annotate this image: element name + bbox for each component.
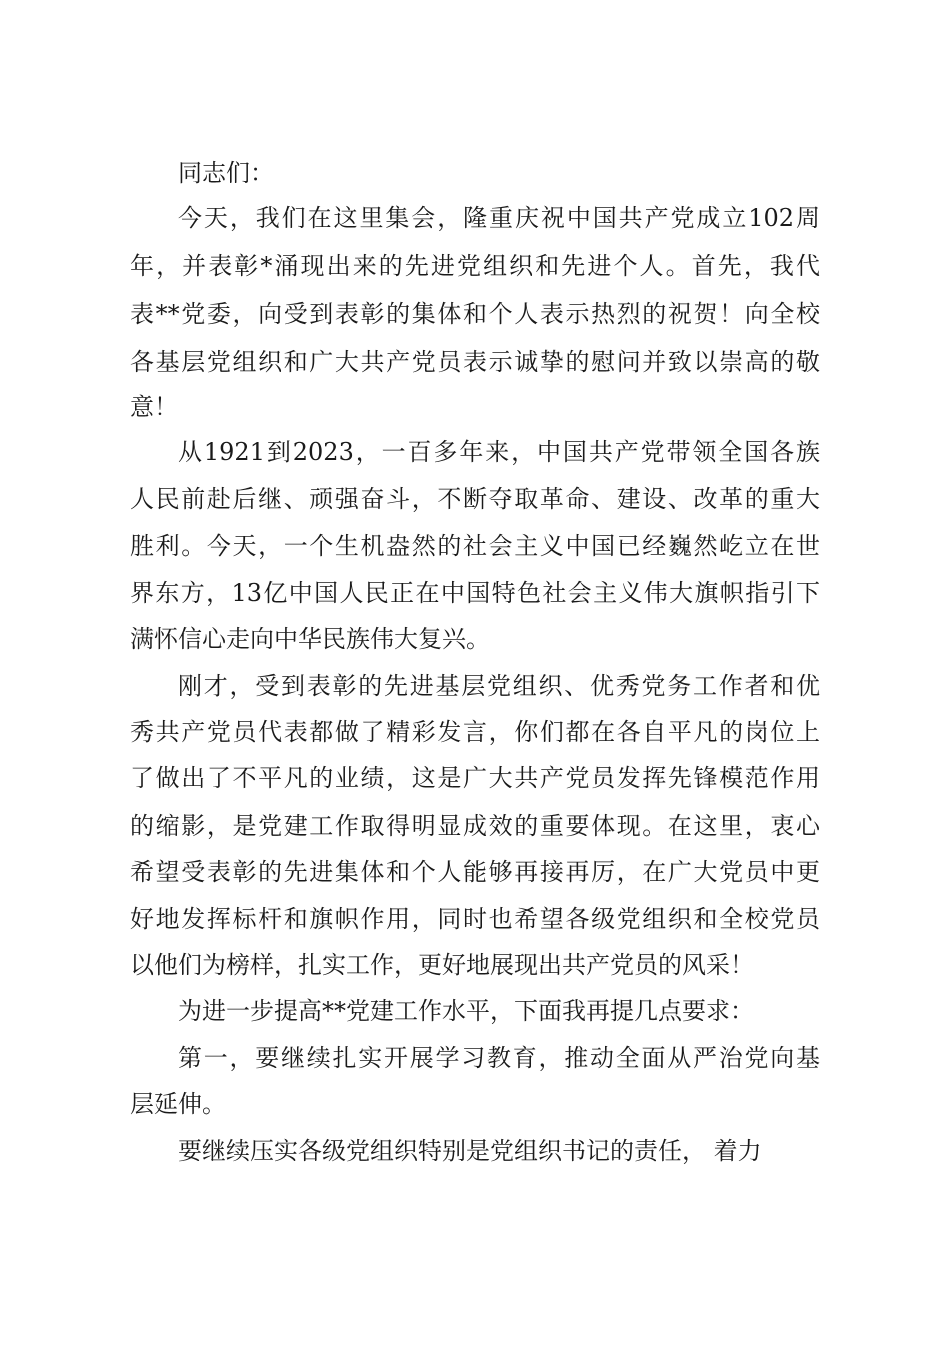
salutation-line: 同志们： (178, 159, 274, 187)
paragraph-1-line-3: 表**党委，向受到表彰的集体和个人表示热烈的祝贺！向全校 (130, 300, 820, 328)
paragraph-3-line-4: 的缩影，是党建工作取得明显成效的重要体现。在这里，衷心 (130, 812, 820, 840)
paragraph-1-line-2: 年，并表彰*涌现出来的先进党组织和先进个人。首先，我代 (130, 252, 820, 280)
paragraph-6-line-1: 要继续压实各级党组织特别是党组织书记的责任， 着力 (178, 1137, 762, 1165)
paragraph-3-line-5: 希望受表彰的先进集体和个人能够再接再厉，在广大党员中更 (130, 858, 820, 886)
paragraph-4-line-1: 为进一步提高**党建工作水平，下面我再提几点要求： (178, 997, 754, 1025)
paragraph-1-line-4: 各基层党组织和广大共产党员表示诚挚的慰问并致以崇高的敬 (130, 348, 820, 376)
paragraph-1-line-5: 意！ (130, 393, 178, 421)
paragraph-2-line-5: 满怀信心走向中华民族伟大复兴。 (130, 625, 490, 653)
paragraph-2-line-3: 胜利。今天，一个生机盎然的社会主义中国已经巍然屹立在世 (130, 532, 820, 560)
paragraph-3-line-2: 秀共产党员代表都做了精彩发言，你们都在各自平凡的岗位上 (130, 718, 820, 746)
paragraph-2-line-2: 人民前赴后继、顽强奋斗，不断夺取革命、建设、改革的重大 (130, 485, 820, 513)
paragraph-3-line-7: 以他们为榜样，扎实工作，更好地展现出共产党员的风采！ (130, 951, 754, 979)
paragraph-1-line-1: 今天，我们在这里集会，隆重庆祝中国共产党成立102周 (178, 204, 820, 232)
paragraph-3-line-6: 好地发挥标杆和旗帜作用，同时也希望各级党组织和全校党员 (130, 905, 820, 933)
paragraph-2-line-1: 从1921到2023，一百多年来，中国共产党带领全国各族 (178, 438, 820, 466)
paragraph-2-line-4: 界东方，13亿中国人民正在中国特色社会主义伟大旗帜指引下 (130, 579, 820, 607)
paragraph-3-line-3: 了做出了不平凡的业绩，这是广大共产党员发挥先锋模范作用 (130, 764, 820, 792)
paragraph-3-line-1: 刚才，受到表彰的先进基层党组织、优秀党务工作者和优 (178, 672, 820, 700)
paragraph-5-line-2: 层延伸。 (130, 1090, 226, 1118)
paragraph-5-line-1: 第一，要继续扎实开展学习教育，推动全面从严治党向基 (178, 1044, 820, 1072)
